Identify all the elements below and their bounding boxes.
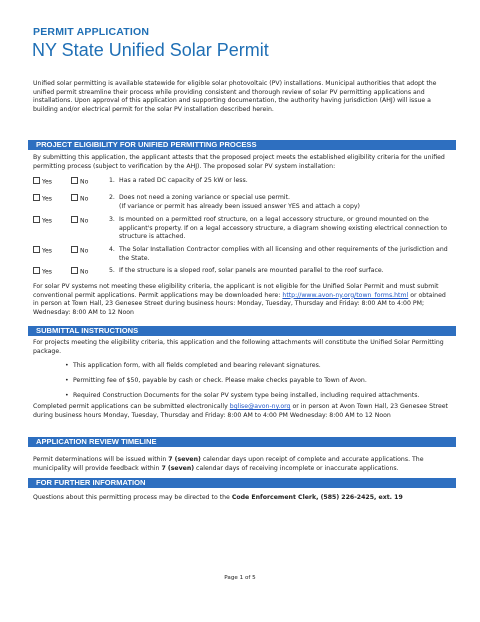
checkbox-icon[interactable] bbox=[71, 177, 78, 184]
criterion-number: 2. bbox=[109, 194, 115, 201]
criterion-number: 4. bbox=[109, 246, 115, 253]
submittal-heading: SUBMITTAL INSTRUCTIONS bbox=[28, 326, 456, 336]
criterion-row bbox=[33, 216, 453, 242]
checkbox-icon[interactable] bbox=[71, 246, 78, 253]
no-option[interactable]: No bbox=[71, 246, 109, 263]
list-item: • Permitting fee of $50, payable by cash or check. Please make checks payable to Town of Avon. bbox=[73, 377, 480, 386]
no-option[interactable]: No bbox=[71, 267, 109, 277]
submittal-lead: For projects meeting the eligibility criteria, this application and the following attachments will constitute the Unified Solar Permitting package. bbox=[33, 339, 444, 355]
criterion-row bbox=[33, 177, 453, 187]
yes-option[interactable]: Yes bbox=[33, 194, 71, 211]
further-info-paragraph: Questions about this permitting process may be directed to the Code Enforcement Clerk, (585) 226-2425, ext. 19 bbox=[33, 494, 403, 501]
yes-option[interactable]: Yes bbox=[33, 267, 71, 277]
yes-option[interactable]: Yes bbox=[33, 177, 71, 187]
criterion-text: Does not need a zoning variance or special use permit. (If variance or permit has already been issued answer YES and attach a copy) bbox=[119, 194, 360, 210]
review-heading: APPLICATION REVIEW TIMELINE bbox=[28, 437, 456, 447]
yes-option[interactable]: Yes bbox=[33, 216, 71, 242]
permit-application-label: PERMIT APPLICATION bbox=[33, 26, 150, 38]
criterion-row bbox=[33, 246, 453, 263]
criterion-number: 5. bbox=[109, 267, 115, 274]
intro-paragraph: Unified solar permitting is available statewide for eligible solar photovoltaic (PV) installations. Municipal authorities that adopt the unified permit streamline their process while providing consistent and thorough review of solar PV permitting applications and installations. Upon approval of this application and supporting documentation, the authority having jurisdiction (AHJ) will issue a building and/or electrical permit for the solar PV installation described herein. bbox=[33, 80, 437, 113]
checkbox-icon[interactable] bbox=[33, 267, 40, 274]
criterion-row bbox=[33, 194, 453, 211]
no-option[interactable]: No bbox=[71, 194, 109, 211]
criterion-number: 1. bbox=[109, 177, 115, 184]
email-link[interactable]: bglise@avon-ny.org bbox=[229, 403, 291, 410]
eligibility-heading: PROJECT ELIGIBILITY FOR UNIFIED PERMITTING PROCESS bbox=[28, 140, 456, 150]
eligibility-closing: For solar PV systems not meeting these eligibility criteria, the applicant is not eligible for the Unified Solar Permit and must submit conventional permit applications. Permit applications may be downloaded here: http://www.avon-ny.org/town_forms.html or obtained in person at Town Hall, 23 Genesee Street during business hours: Monday, Tuesday, Thursday and Friday: 8:00 AM to 4:00 PM; Wednesday: 8:00 AM to 12 Noon bbox=[33, 283, 446, 316]
checkbox-icon[interactable] bbox=[71, 194, 78, 201]
checkbox-icon[interactable] bbox=[71, 267, 78, 274]
checkbox-icon[interactable] bbox=[33, 194, 40, 201]
eligibility-lead: By submitting this application, the applicant attests that the proposed project meets the established eligibility criteria for the unified permitting process (subject to verification by the AHJ). The proposed solar PV system installation: bbox=[33, 154, 445, 170]
yes-option[interactable]: Yes bbox=[33, 246, 71, 263]
page-number: Page 1 of 5 bbox=[224, 575, 256, 581]
checkbox-icon[interactable] bbox=[33, 246, 40, 253]
submittal-closing: Completed permit applications can be submitted electronically bglise@avon-ny.org or in person at Avon Town Hall, 23 Genesee Street during business hours Monday, Tuesday, Thursday and Friday: 8:00 AM to 4:00 PM Wednesday: 8:00 AM to 12 Noon bbox=[33, 403, 448, 419]
no-option[interactable]: No bbox=[71, 177, 109, 187]
criterion-text: The Solar Installation Contractor complies with all licensing and other requirements of the jurisdiction and the State. bbox=[119, 246, 448, 262]
page-title: NY State Unified Solar Permit bbox=[32, 40, 269, 60]
checkbox-icon[interactable] bbox=[71, 216, 78, 223]
criterion-note: (If variance or permit has already been issued answer YES and attach a copy) bbox=[119, 202, 360, 210]
criterion-row bbox=[33, 267, 453, 277]
criterion-text: If the structure is a sloped roof, solar panels are mounted parallel to the roof surface. bbox=[119, 267, 384, 274]
criterion-number: 3. bbox=[109, 216, 115, 223]
criterion-text: Has a rated DC capacity of 25 kW or less. bbox=[119, 177, 248, 184]
further-info-heading: FOR FURTHER INFORMATION bbox=[28, 478, 456, 488]
criterion-text: Is mounted on a permitted roof structure, on a legal accessory structure, or ground mounted on the applicant's property. If on a legal accessory structure, a diagram showing existing electrical connection to structure is attached. bbox=[119, 216, 448, 241]
review-paragraph: Permit determinations will be issued within 7 (seven) calendar days upon receipt of complete and accurate applications. The municipality will provide feedback within 7 (seven) calendar days of receiving incomplete or inaccurate applications. bbox=[33, 456, 424, 472]
checkbox-icon[interactable] bbox=[33, 177, 40, 184]
no-option[interactable]: No bbox=[71, 216, 109, 242]
list-item: • This application form, with all fields completed and bearing relevant signatures. bbox=[73, 362, 480, 371]
checkbox-icon[interactable] bbox=[33, 216, 40, 223]
attachments-list bbox=[33, 362, 480, 406]
forms-download-link[interactable]: http://www.avon-ny.org/town_forms.html bbox=[282, 291, 409, 299]
list-item: • Required Construction Documents for the solar PV system type being installed, including required attachments. bbox=[73, 392, 480, 401]
